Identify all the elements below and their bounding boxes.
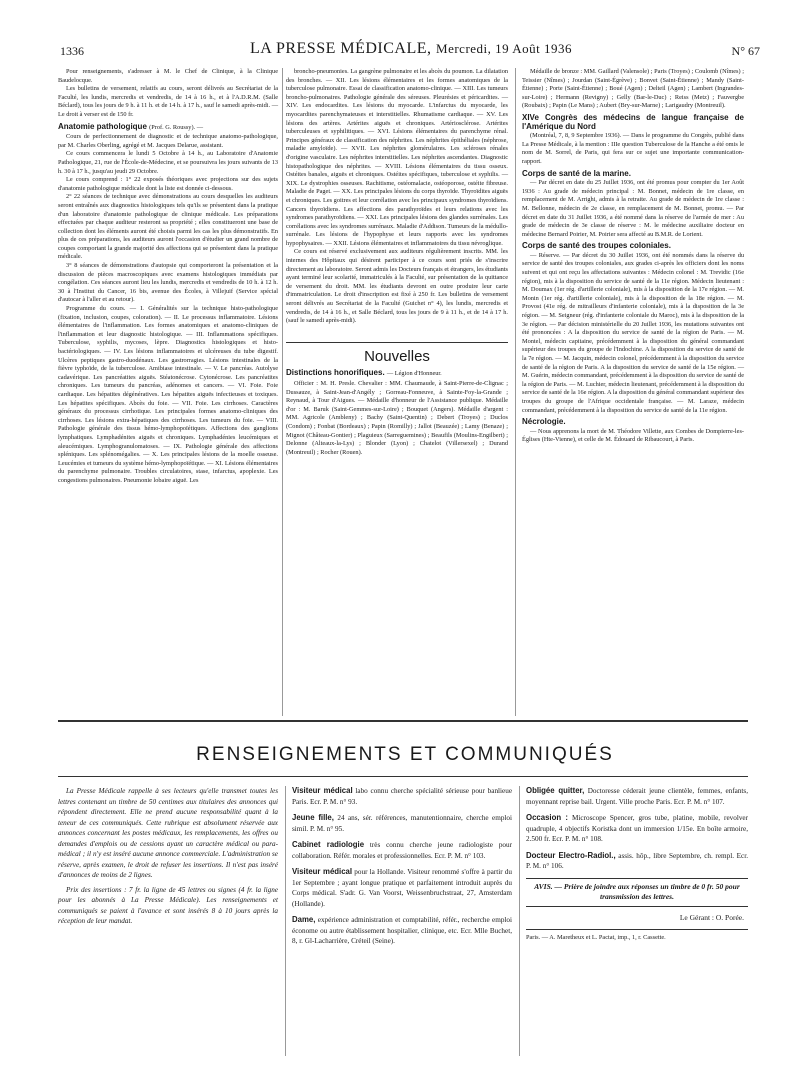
bottom-column-1 (58, 786, 278, 927)
section-heading: Corps de santé de la marine. (522, 168, 631, 178)
paragraph: Programme du cours. — I. Généralités sur la technique histo-pathologique (fixation, inclusion, coupes, coloration). — II. Le processus inflammatoire. Lésions élémentaires de l'inflammation. Les formes anatomiques et anatomo-cliniques de l'inflammation et leur diagnostic histologique. — III. Inflammations spécifiques. Tuberculose, syphilis, mycoses, lèpre. Diagnostics histologiques et histo-bactériologiques. — IV. Les lésions inflammatoires et ulcéreuses du tube digestif. Ulcères peptiques gastro-duodénaux. Les gastrorragies. Lésions intestinales de la fièvre typhoïde, de la tuberculose. Amibiase intestinale. — V. Le pancréas. Autolyse cadavérique. Les pancréatites aiguës. Stéatonécrose. Cytonécrose. Les pancréatites chroniques. Les tumeurs du pancréas, adénomes et cancers. — VI. Foie. Foie cardiaque. Les hépatites dégénératives. Les hépatites aiguës infectieuses et toxiques. Les hépatites spécifiques. Abcès du foie. — VII. Foie. Les cirrhoses. Caractères généraux du processus cirrhotique. Les principales formes anatomo-cliniques des cirrhoses. Les lésions extra-hépatiques des cirrhoses. Les tumeurs du foie. — VIII. Pathologie générale des tissus hémo-lymphopoïétiques. Affections des ganglions lymphatiques. Lymphadénites aiguës et chroniques. Lymphadénies leucémiques et aleucémiques. Lymphogranulomatoses. — IX. Pathologie générale des affections spléniques. Les splénomégalies. — X. Les principales lésions de la moelle osseuse. Leucémies et tumeurs du système hémo-lymphopoïétique. — XI. Lésions élémentaires du parenchyme pulmonaire. Troubles circulatoires, stase, infarctus, apoplexie. Les congestions pulmonaires. Pneumonie lobaire aiguë. Les (58, 305, 278, 484)
paragraph: — Réserve. — Par décret du 30 Juillet 1936, ont été nommés dans la réserve du service de santé des troupes coloniales, aux grades ci-après les officiers dont les noms suivent et qui ont reçu les affectations suivantes : Médecin colonel : M. Trevidic (16e région), mis à la disposition du service de santé de la 11e région. Médecin lieutenant : M. Doumax (1er rég. d'artillerie coloniale), mis à la disposition de la 17e région. — M. Monin (1er rég. d'artillerie coloniale), mis à la disposition de la 18e région. — M. Provost (41e rég. de mitrailleurs d'infanterie coloniale), mis à la disposition de la 3e région. — M. Seigneur (rég. d'infanterie coloniale du Maroc), mis à la disposition de la 3e région. — Par décision ministérielle du 20 Juillet 1936, les mutations suivantes ont été prononcées : A la disposition du service de santé de la région de Paris. — M. Montel, médecin capitaine, précédemment à la disposition du général commandant supérieur des troupes du groupe de l'Indochine. A la disposition du service de santé de la 7e région. — M. Jacquin, médecin colonel, précédemment à la disposition du service de santé de la région de Paris. A la disposition du service de santé de la 15e région. — M. Guérin, médecin commandant, précédemment à la disposition du service de santé de la région de Paris. — M. Luchier, médecin lieutenant, précédemment à la disposition du service de santé de la 16e région. A la disposition du général commandant supérieur des troupes du groupe de l'Afrique occidentale française. — M. Laraze, médecin commandant, précédemment à la disposition du service de santé de la 11e région. (522, 251, 744, 414)
paragraph: Médaille de bronze : MM. Gaillard (Valensole) ; Paris (Troyes) ; Coulomb (Nîmes) ; Teissier (Nîmes) ; Jourdan (Saint-Égrève) ; Bonvet (Saint-Étienne) ; Mandy (Saint-Étienne) ; Porte (Saint-Étienne) ; Boué (Agen) ; Delteil (Agen) ; Lambert (Ingrandes-sur-Loire) ; Hermann (Revigny) ; Gelly (Bar-le-Duc) ; Reiss (Metz) ; Fauvergbe (Roubaix) ; Papin (Le Mans) ; Aubert (Bry-sur-Marne) ; Larigaudry (Montreuil). (522, 68, 744, 110)
ad-heading: Dame, (292, 915, 316, 924)
heading-subtext: (Prof. G. Roussy). — (149, 123, 203, 131)
paragraph: — Nous apprenons la mort de M. Théodore Villette, aux Combes de Dompierre-les-Églises (Hte-Vienne), et celle de M. Édouard de Ribaucourt, à Paris. (522, 427, 744, 444)
paragraph: Pour renseignements, s'adresser à M. le Chef de Clinique, à la Clinique Baudelocque. (58, 68, 278, 84)
notice-paragraph: La Presse Médicale rappelle à ses lecteurs qu'elle transmet toutes les lettres contenant un timbre de 50 centimes aux titulaires des annonces qui répondent directement. Elle ne prend aucune responsabilité quant à la teneur de ces communiqués. Cette rubrique est absolument réservée aux annonces concernant les postes médicaux, les remplacements, les offres ou demandes d'emplois ou de cessions ayant un caractère médical ou para-médical ; il n'y est inséré aucune annonce commerciale. L'administration se réserve, après examen, le droit de refuser les insertions. Il n'est pas inséré d'annonces de moins de 2 lignes. (58, 787, 278, 879)
section-title-nouvelles: Nouvelles (364, 347, 430, 365)
heading-text: Distinctions honorifiques. (286, 368, 385, 378)
divider (58, 720, 748, 722)
paragraph: 3° 8 séances de démonstrations d'autopsie qui comporteront la présentation et la discussion de pièces macroscopiques avec examens histologiques immédiats par congélation. Ces séances auront lieu les lundis, mercredis et vendredis de 10 h. à 12 h. 30 à l'Institut du Cancer, 16 bis, avenue des Écoles, à Villejuif (Service spécial d'autocar à l'aller et au retour). (58, 262, 278, 304)
gerant-signature: Le Gérant : O. Porée. (679, 912, 744, 922)
journal-title (250, 40, 572, 58)
avis-notice: AVIS. — Prière de joindre aux réponses un timbre de 0 fr. 50 pour transmission des lettres. (526, 878, 748, 907)
paragraph: Ce cours commencera le lundi 5 Octobre à 14 h., au Laboratoire d'Anatomie Pathologique, 21, rue de l'École-de-Médecine, et se poursuivra les jours suivants de 13 h. 30 à 17 h., jusqu'au jeudi 29 Octobre. (58, 150, 278, 175)
divider (286, 342, 508, 343)
section-heading (286, 369, 508, 379)
ad-text: Doctoresse céderait jeune clientèle, femmes, enfants, moyennant reprise bail. Urgent. Ville proche Paris. Ecr. P. M. n° 107. (526, 787, 749, 806)
column-3 (522, 68, 744, 445)
classified-ad (526, 813, 748, 845)
issue-date: Mercredi, 19 Août 1936 (436, 41, 572, 56)
section-heading: XIVe Congrès des médecins de langue française de l'Amérique du Nord (522, 112, 744, 131)
column-1 (58, 68, 278, 486)
ad-text: très connu cherche jeune radiologiste pour collaboration. Référ. morales et professionnelles. Ecr. P. M. n° 103. (292, 841, 512, 860)
paragraph: Officier : M. H. Presle. Chevalier : MM. Chaumaude, à Saint-Pierre-de-Clignac ; Dussauze, à Saint-Jean-d'Angély ; Gorreau-Fonneuve, à Sainte-Foy-la-Grande ; Reynaud, à Tour d'Aigues. — Médaille d'honneur de l'Assistance publique. Médaille d'or : M. Baruk (Saint-Gemmes-sur-Loire) ; Bouquet (Angers). Médaille d'argent : MM. Agricole (Ambleny) ; Bachy (Saint-Quentin) ; Debert (Troyes) ; Duclos (Condom) ; Fonbat (Bordeaux) ; Papin (Romilly) ; Jallot (Beauzée) ; Lamy (Benaze) ; Mignot (Château-Gontier) ; Plaguieux (Sarreguemines) ; Beaufils (Moulins-Engilbert) ; Delonne (Alteaux-la-Lys) ; Blonder (Lyon) ; Chatelot (Villersexel) ; Durand (Montreuil) ; Rocher (Rouen). (286, 380, 508, 456)
section-heading (58, 123, 278, 133)
ad-heading: Docteur Electro-Radiol., (526, 850, 616, 860)
ad-text: Microscope Spencer, gros tube, platine, mobile, revolver quadruple, 4 objectifs Koristka dont un immersion 1/15e. En boîte armoire, 2.500 fr. Ecr. P. M. n° 108. (526, 814, 749, 843)
ad-text: pour la Hollande. Visiteur renommé s'offre à partir du 1er Septembre ; ayant longue pratique et parfaitement introduit auprès du Corps médical. S'adr. G. Van Voorst, Weissenbruchstraat, 27, Amsterdam (Hollande). (292, 868, 512, 908)
section-title-renseignements: RENSEIGNEMENTS ET COMMUNIQUÉS (196, 744, 614, 765)
paragraph: 2° 22 séances de technique avec démonstrations au cours desquelles les auditeurs seront entraînés aux diagnostics histologiques tels qu'ils se présentent dans la pratique d'un laboratoire d'anatomie pathologique de clinique médicale. Les préparations effectuées par chaque auditeur resteront sa propriété ; elles constitueront une base de collection dont les éléments auront été choisis parmi les cas les plus démonstratifs. En plus de ces préparations, les auditeurs auront l'occasion d'étudier un grand nombre de coupes comportant la grande majorité des affections qui se présentent dans la pratique médicale. (58, 193, 278, 261)
page-header (60, 40, 760, 66)
ad-heading: Visiteur médical (292, 786, 353, 795)
ad-heading: Obligée quitter, (526, 786, 585, 795)
ad-text: labo connu cherche spécialité sérieuse pour banlieue Paris. Ecr. P. M. n° 93. (292, 787, 513, 806)
classified-ad (292, 867, 512, 909)
column-divider (285, 786, 286, 1056)
ad-heading: Visiteur médical (292, 867, 353, 876)
classified-ad (292, 786, 512, 807)
ad-text: expérience administration et comptabilité, référ., recherche emploi économe ou autre établissement hospitalier, clinique, etc. Ecr. Mlle Buchet, 8, r. Gl-Lacharrière, Créteil (Seine). (292, 916, 512, 945)
heading-text: Anatomie pathologique (58, 121, 147, 131)
column-divider (519, 786, 520, 1056)
classified-ad (292, 840, 512, 861)
printer-credit: Paris. — A. Maretheux et L. Pactat, imp., 1, r. Cassette. (526, 929, 748, 944)
paragraph: Les bulletins de versement, relatifs au cours, seront délivrés au Secrétariat de la Faculté, les lundis, mercredis et vendredis, de 14 à 16 h., et à l'A.D.R.M. (Salle Béclard), tous les jours de 9 h. à 11 h. et de 14 h. à 17 h., sauf le samedi après-midi. — Le droit à verser est de 150 fr. (58, 85, 278, 118)
classified-ad (526, 786, 748, 807)
section-heading: Corps de santé des troupes coloniales. (522, 241, 671, 251)
ad-text: assis. hôp., libre Septembre, ch. rempl. Ecr. P. M. n° 106. (526, 851, 748, 870)
ad-heading: Cabinet radiologie (292, 840, 365, 849)
journal-name: LA PRESSE MÉDICALE, (250, 40, 432, 57)
paragraph: Ce cours est réservé exclusivement aux auditeurs régulièrement inscrits. MM. les internes des Hôpitaux qui désirent participer à ce cours sont priés de s'inscrire directement au laboratoire. Seront admis les Docteurs français et étrangers, les étudiants ayant terminé leur scolarité, immatriculés à la Faculté, sur présentation de la quittance de versement du droit. MM. les étudiants devront en outre produire leur carte d'immatriculation. Le droit d'inscription est fixé à 250 fr. Les bulletins de versement seront délivrés au Secrétariat de la Faculté (Guichet n° 4), les lundis, mercredis et vendredis, de 14 à 16 h., et Salle Béclard, tous les jours de 9 à 11 h., et de 14 à 17 h. (sauf le samedi après-midi). (286, 248, 508, 325)
prices-paragraph: Prix des insertions : 7 fr. la ligne de 45 lettres ou signes (4 fr. la ligne pour les abonnés à La Presse Médicale). Les renseignements et communiqués se paient à l'avance et sont insérés 8 à 10 jours après la réception de leur mandat. (58, 885, 278, 925)
heading-subtext: — Légion d'Honneur. (386, 370, 442, 378)
column-2 (286, 68, 508, 457)
paragraph: broncho-pneumonies. La gangrène pulmonaire et les abcès du poumon. La dilatation des bronches. — XII. Les lésions élémentaires et les formes anatomiques de la tuberculose pulmonaire. Essai de classification anatomo-clinique. — XIII. Les tumeurs broncho-pulmonaires. Pathologie générale des séreuses. Pleurésies et péricardites. — XIV. Les endocardites. Les lésions du myocarde. L'infarctus du myocarde, les myocardites parenchymateuses et interstitielles. Rhumatisme cardiaque. — XV. Les lésions des artères. Artérites aiguës et chroniques. Artériosclérose. Artérites tuberculeuses et syphilitiques. — XVI. Lésions élémentaires du parenchyme rénal. Principes généraux de classification des néphrites. Les néphrites épithéliales (néphrose, maladie amyloïde). — XVII. Les néphrites glomérulaires. Les scléroses rénales d'origine vasculaire. Les néphrites interstitielles. Les néphrites ascendantes. Diagnostic histopathologique des néphrites. — XVIII. Lésions élémentaires du tissu osseux. Ostéites banales, aiguës et chroniques. Ostéites spécifiques, tuberculose et syphilis. — XIX. Le dystrophies osseuses. Rachitisme, ostéomalacie, ostéoporose, ostéite fibreuse. Maladie de Paget. — XX. Les principales lésions du corps thyroïde. Thyroïdites aiguës et chroniques. Les goitres et leur corrélation avec les principaux syndromes thyroïdiens. Cancers thyroïdiens. Les affections des parathyroïdes et leurs relations avec les syndromes parathyroïdiens. — XXI. Les principales lésions des glandes surrénales. Les corrélations avec les syndromes surrénaux. Maladie d'Addison. Tumeurs de la médullo-surrénale. Les lésions de l'hypophyse et leurs rapports avec les syndromes hypophysaires. — XXII. Lésions élémentaires et inflammatoires du tissu névroglique. (286, 68, 508, 247)
ad-text: 24 ans, sér. références, manutentionnaire, cherche emploi simil. P. M. n° 95. (292, 814, 513, 833)
column-divider (282, 68, 283, 716)
paragraph: Cours de perfectionnement de diagnostic et de technique anatomo-pathologique, par M. Charles Oberling, agrégé et M. Jacques Delarue, assistant. (58, 133, 278, 149)
paragraph: (Montréal, 7, 8, 9 Septembre 1936). — Dans le programme du Congrès, publié dans La Presse Médicale, à la mention : IIIe question Tuberculose de la Hanche a été omis le nom de M. Sorrel, de Paris, qui fera sur ce sujet une importante communication-rapport. (522, 132, 744, 165)
ad-heading: Occasion : (526, 813, 569, 822)
page-number: 1336 (60, 44, 84, 58)
section-heading: Nécrologie. (522, 417, 566, 427)
divider (58, 776, 748, 777)
column-divider (515, 68, 516, 716)
issue-number: N° 67 (731, 44, 760, 58)
paragraph: Le cours comprend : 1° 22 exposés théoriques avec projections sur des sujets d'anatomie pathologique médicale dont la liste est donnée ci-dessous. (58, 176, 278, 192)
classified-ad (526, 851, 748, 872)
classified-ad (292, 813, 512, 834)
bottom-column-2 (292, 786, 512, 953)
classified-ad (292, 915, 512, 947)
bottom-column-3 (526, 786, 748, 944)
paragraph: — Par décret en date du 25 Juillet 1936, ont été promus pour compter du 1er Août 1936 : Au grade de médecin principal : M. Bonnet, médecin de 1re classe, en remplacement de M. Arrighi, admis à la retraite. Au grade de médecin de 1re classe : M. Bellonne, médecin de 2e classe, en remplacement de M. Bonnet, promu. — Par décret en date du 31 Juillet 1936, a été nommé dans la réserve de l'armée de mer : Au grade de médecin de 3e classe de réserve : M. le médecine auxiliaire docteur en médecine Bernard Poirier, M. Poirier sera affecté au B.M.R. de Lorient. (522, 179, 744, 238)
ad-heading: Jeune fille, (292, 813, 334, 822)
